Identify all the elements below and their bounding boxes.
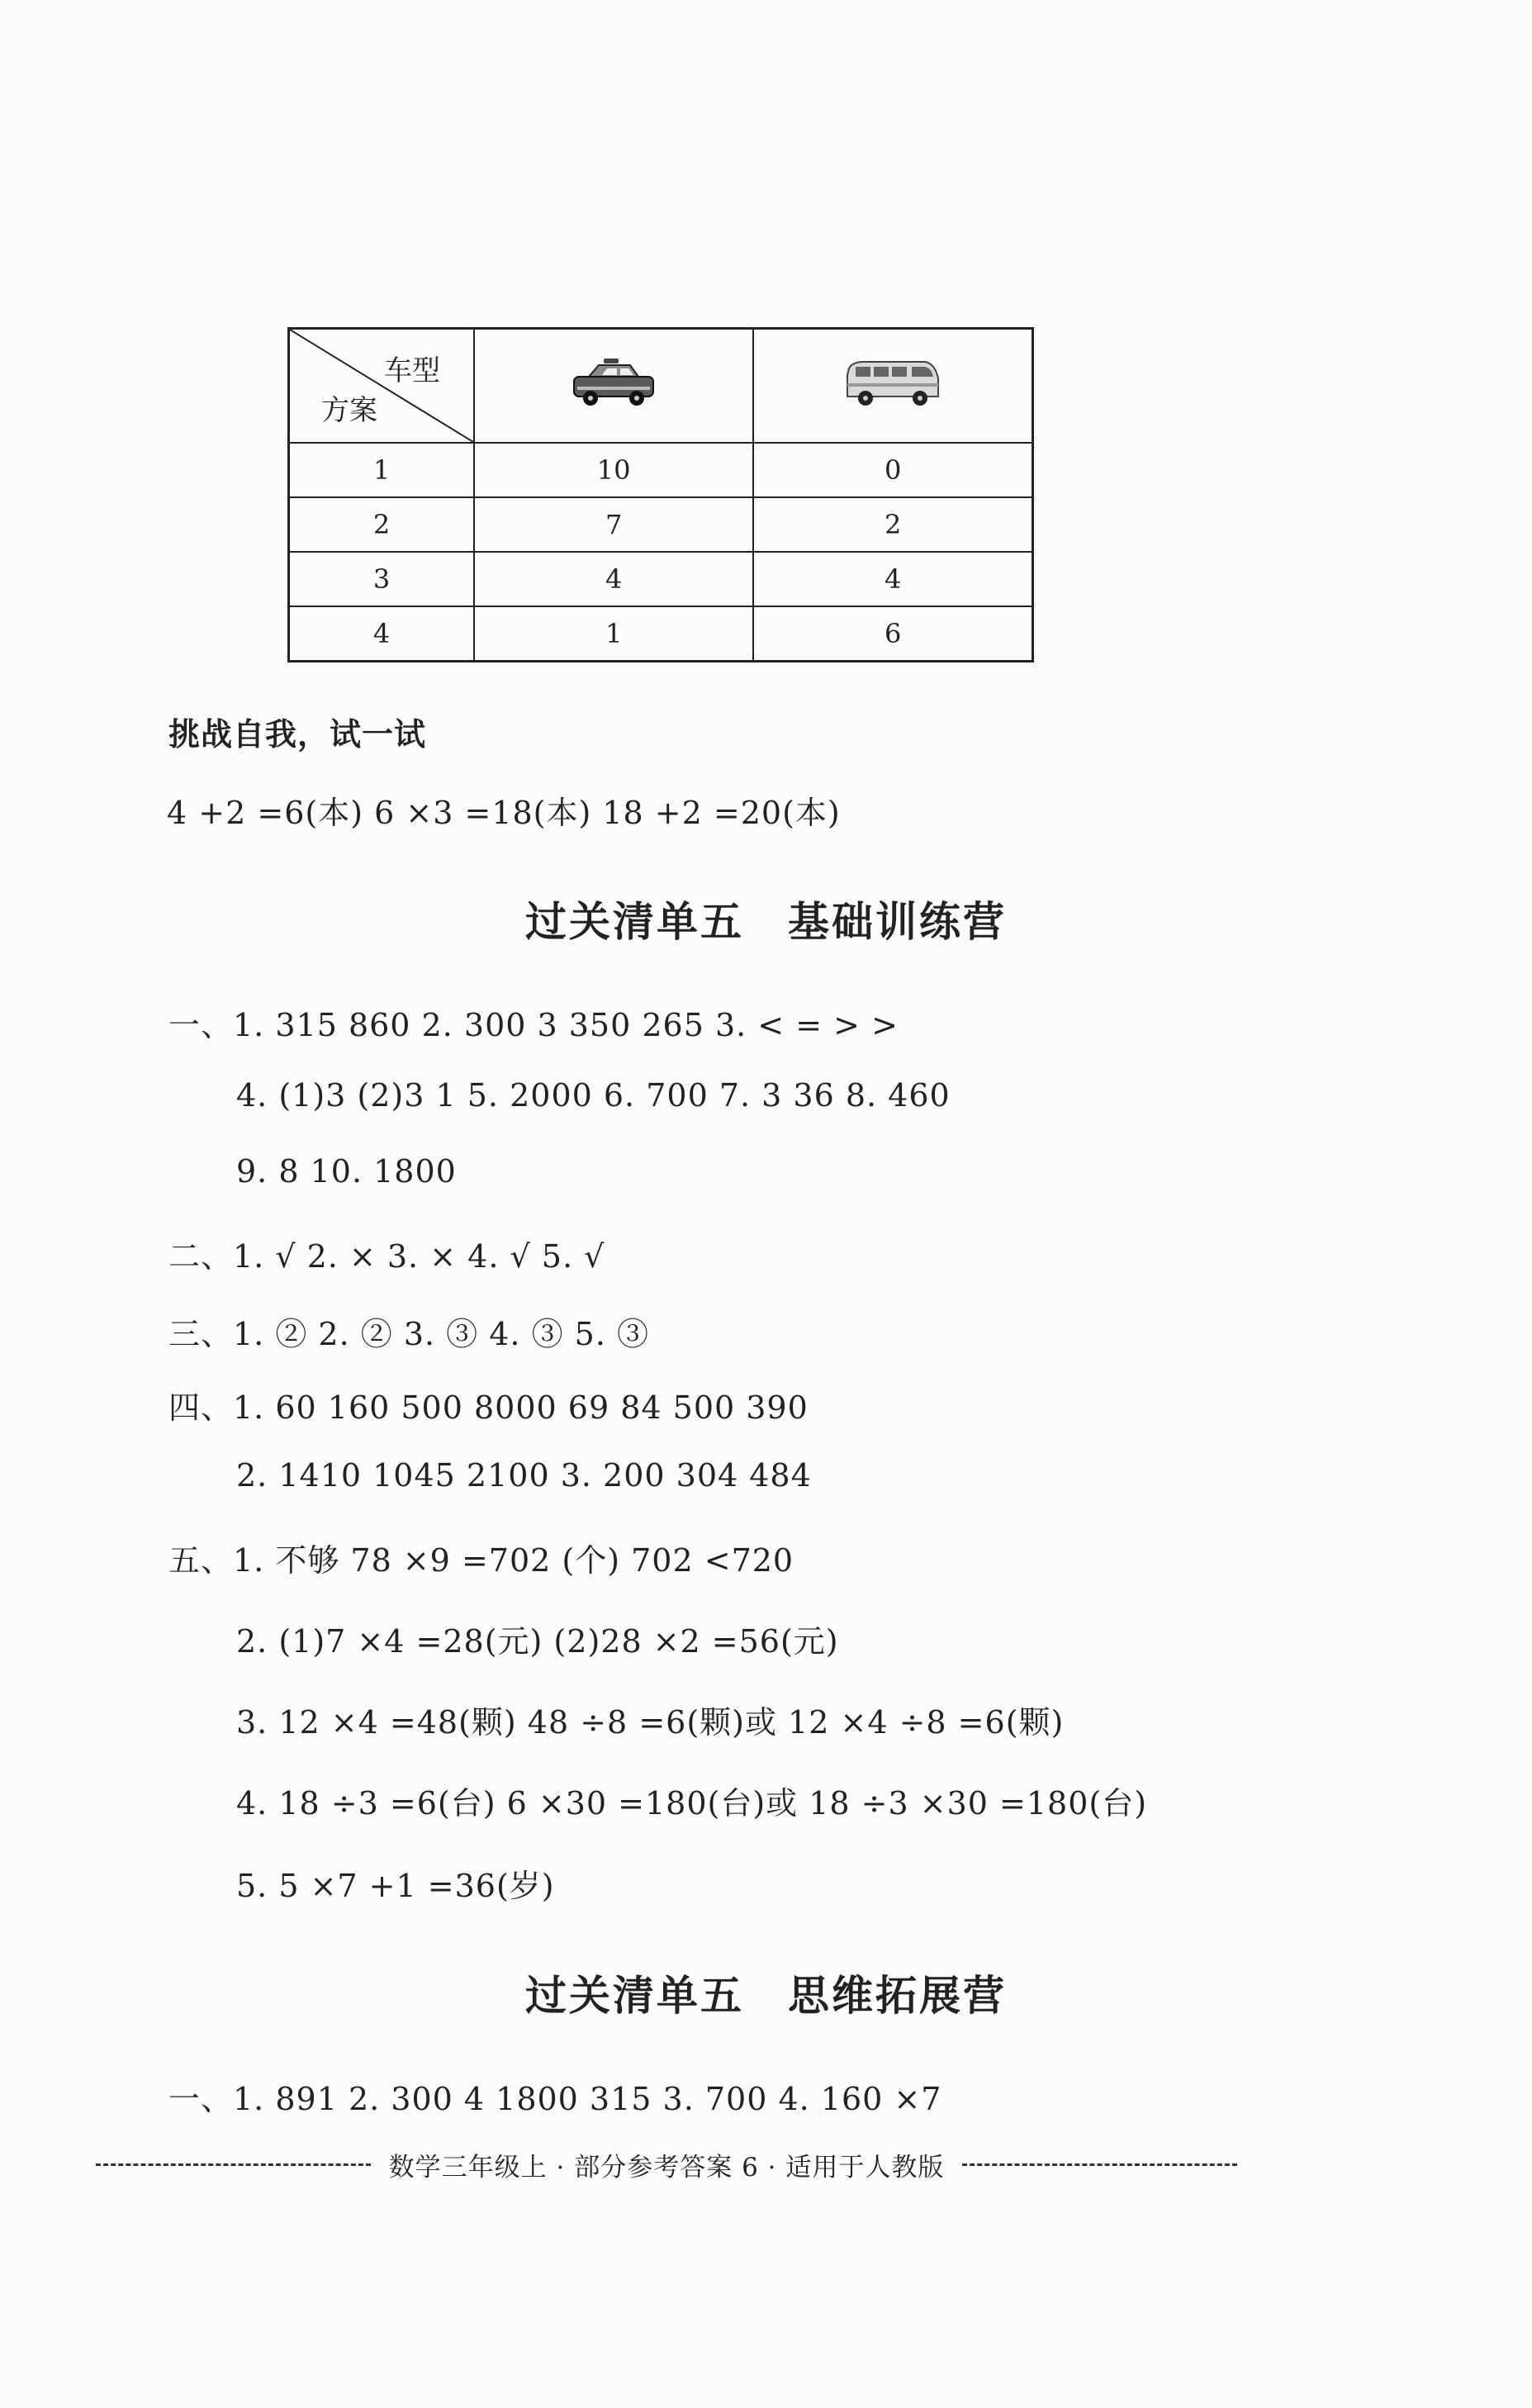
table-row (289, 443, 1033, 497)
sedan-car-icon (571, 357, 657, 408)
answer-line: 二、1. √ 2. × 3. × 4. √ 5. √ (168, 1238, 605, 1275)
sedan-count: 4 (474, 552, 753, 606)
answer-line: 一、1. 315 860 2. 300 3 350 265 3. < = > > (168, 1007, 899, 1043)
van-count: 6 (753, 606, 1032, 662)
answer-line: 4. (1)3 (2)3 1 5. 2000 6. 700 7. 3 36 8. 460 (236, 1077, 951, 1114)
section-title-basic-training: 过关清单五 基础训练营 (525, 898, 1007, 946)
answer-line: 2. 1410 1045 2100 3. 200 304 484 (236, 1457, 812, 1494)
diagonal-header-cell (289, 329, 475, 444)
page-footer (96, 2146, 1237, 2183)
footer-divider-right (962, 2163, 1237, 2166)
answer-line: 五、1. 不够 78 ×9 =702 (个) 702 <720 (168, 1542, 794, 1579)
van-count: 2 (753, 497, 1032, 552)
answer-line: 9. 8 10. 1800 (236, 1153, 457, 1190)
sedan-column-header (474, 329, 753, 444)
van-column-header (753, 329, 1032, 444)
van-count: 0 (753, 443, 1032, 497)
answer-line: 4. 18 ÷3 =6(台) 6 ×30 =180(台)或 18 ÷3 ×30 =180(台) (236, 1785, 1148, 1821)
challenge-heading: 挑战自我，试一试 (168, 716, 427, 753)
diagonal-line (290, 330, 473, 442)
answer-line: 3. 12 ×4 =48(颗) 48 ÷8 =6(颗)或 12 ×4 ÷8 =6(颗) (236, 1704, 1065, 1741)
footer-divider-left (96, 2163, 371, 2166)
table-row (289, 606, 1033, 662)
table-row (289, 552, 1033, 606)
plan-number: 2 (289, 497, 475, 552)
header-plan: 方案 (321, 394, 377, 427)
table-row (289, 497, 1033, 552)
plan-number: 1 (289, 443, 475, 497)
sedan-count: 7 (474, 497, 753, 552)
plan-table (287, 327, 1034, 663)
sedan-count: 1 (474, 606, 753, 662)
van-count: 4 (753, 552, 1032, 606)
answer-line: 2. (1)7 ×4 =28(元) (2)28 ×2 =56(元) (236, 1623, 839, 1660)
answer-line: 5. 5 ×7 +1 =36(岁) (236, 1868, 555, 1904)
plan-number: 4 (289, 606, 475, 662)
section-title-thinking-expansion: 过关清单五 思维拓展营 (525, 1972, 1007, 2020)
header-vehicle-type: 车型 (384, 354, 440, 387)
answer-line: 三、1. ② 2. ② 3. ③ 4. ③ 5. ③ (168, 1316, 649, 1352)
answer-line: 四、1. 60 160 500 8000 69 84 500 390 (168, 1389, 809, 1426)
challenge-answer: 4 +2 =6(本) 6 ×3 =18(本) 18 +2 =20(本) (167, 795, 841, 831)
van-icon (844, 357, 941, 408)
answer-line: 一、1. 891 2. 300 4 1800 315 3. 700 4. 160 ×7 (168, 2081, 942, 2117)
plan-number: 3 (289, 552, 475, 606)
sedan-count: 10 (474, 443, 753, 497)
footer-text: 数学三年级上 · 部分参考答案 6 · 适用于人教版 (388, 2153, 945, 2182)
